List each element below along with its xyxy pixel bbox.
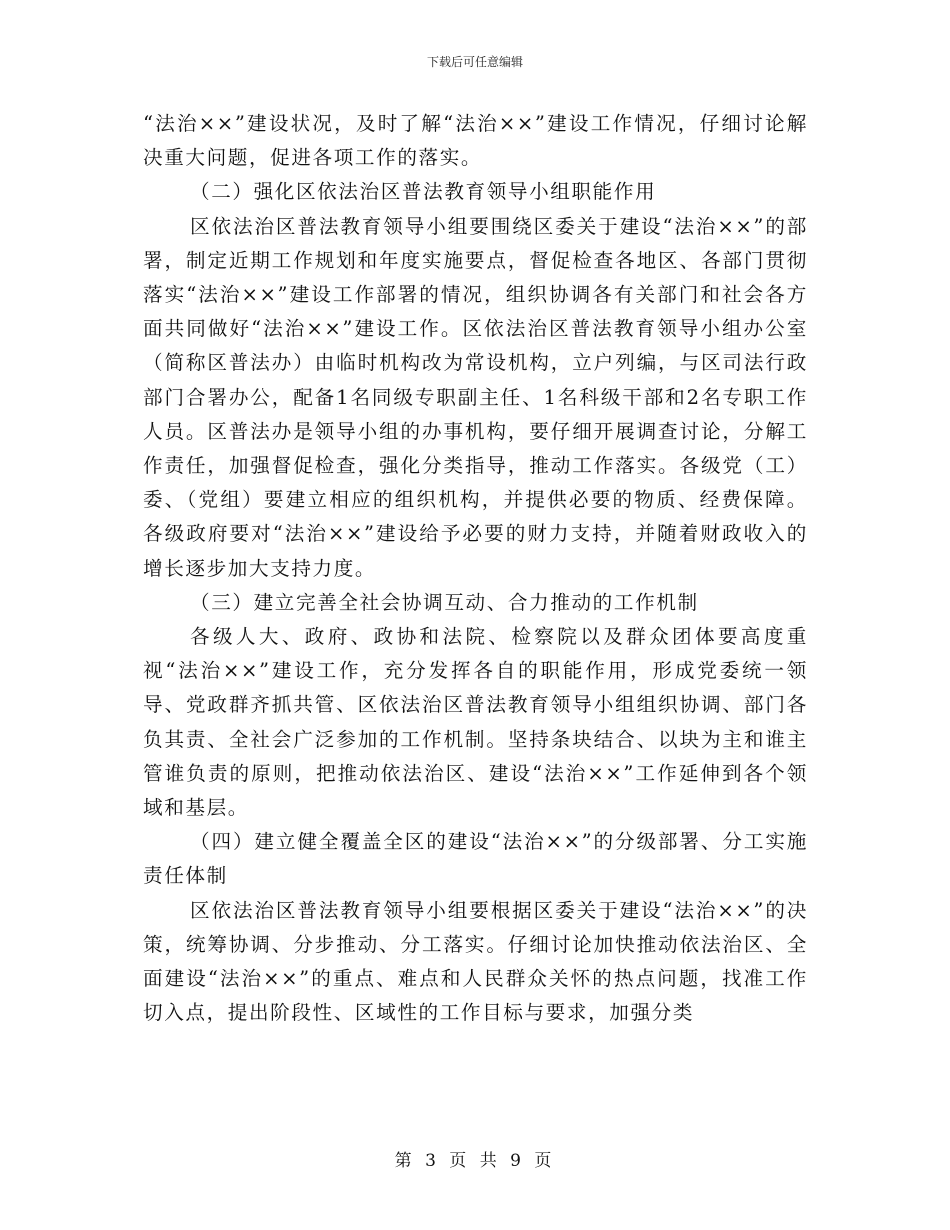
section-heading-4: （四）建立健全覆盖全区的建设“法治××”的分级部署、分工实施责任体制 xyxy=(143,830,808,888)
paragraph-section-2: 区依法治区普法教育领导小组要围绕区委关于建设“法治××”的部署，制定近期工作规划和年度实施要点，督促检查各地区、各部门贯彻落实“法治××”建设工作部署的情况，组织协调各有关部门和社会各方面共同做好“法治××”建设工作。区依法治区普法教育领导小组办公室（简称区普法办）由临时机构改为常设机构，立户列编，与区司法行政部门合署办公，配备1名同级专职副主任、1名科级干部和2名专职工作人员。区普法办是领导小组的办事机构，要仔细开展调查讨论，分解工作责任，加强督促检查，强化分类指导，推动工作落实。各级党（工）委、（党组）要建立相应的组织机构，并提供必要的物质、经费保障。各级政府要对“法治××”建设给予必要的财力支持，并随着财政收入的增长逐步加大支持力度。 xyxy=(143,214,808,580)
paragraph-intro: “法治××”建设状况，及时了解“法治××”建设工作情况，仔细讨论解决重大问题，促进各项工作的落实。 xyxy=(143,112,808,170)
paragraph-section-3: 各级人大、政府、政协和法院、检察院以及群众团体要高度重视“法治××”建设工作，充分发挥各自的职能作用，形成党委统一领导、党政群齐抓共管、区依法治区普法教育领导小组组织协调、部门各负其责、全社会广泛参加的工作机制。坚持条块结合、以块为主和谁主管谁负责的原则，把推动依法治区、建设“法治××”工作延伸到各个领域和基层。 xyxy=(143,625,808,820)
section-heading-3: （三）建立完善全社会协调互动、合力推动的工作机制 xyxy=(190,590,699,614)
document-body xyxy=(143,107,808,1030)
paragraph-section-4: 区依法治区普法教育领导小组要根据区委关于建设“法治××”的决策，统筹协调、分步推动、分工落实。仔细讨论加快推动依法治区、全面建设“法治××”的重点、难点和人民群众关怀的热点问题，找准工作切入点，提出阶段性、区域性的工作目标与要求，加强分类 xyxy=(143,898,808,1025)
page-header: 下载后可任意编辑 xyxy=(426,55,523,69)
section-heading-2: （二）强化区依法治区普法教育领导小组职能作用 xyxy=(190,180,657,204)
page-number: 第 3 页 共 9 页 xyxy=(394,1151,556,1171)
